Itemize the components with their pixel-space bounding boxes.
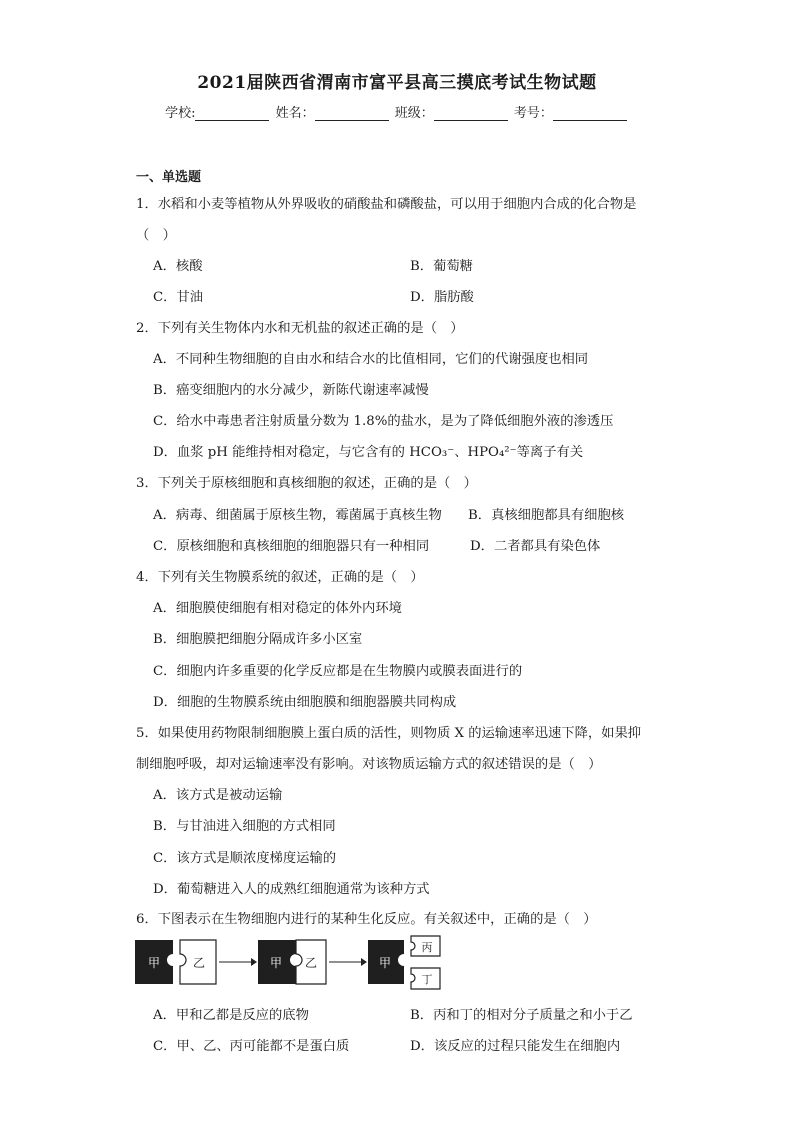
- question-4-option-c[interactable]: C．细胞内许多重要的化学反应都是在生物膜内或膜表面进行的: [153, 664, 523, 679]
- question-5-option-c[interactable]: C．该方式是顺浓度梯度运输的: [153, 851, 337, 866]
- question-1-option-b[interactable]: B．葡萄糖: [410, 259, 473, 274]
- question-1-option-d[interactable]: D．脂肪酸: [410, 290, 474, 305]
- name-blank[interactable]: [315, 106, 389, 121]
- question-3-option-d[interactable]: D．二者都具有染色体: [470, 539, 601, 554]
- question-2-stem: 2．下列有关生物体内水和无机盐的叙述正确的是（ ）: [136, 321, 464, 336]
- question-3-option-a[interactable]: A．病毒、细菌属于原核生物，霉菌属于真核生物: [153, 508, 442, 523]
- question-1-option-a[interactable]: A．核酸: [153, 259, 203, 274]
- question-4-option-d[interactable]: D．细胞的生物膜系统由细胞膜和细胞器膜共同构成: [153, 695, 457, 710]
- enzyme-jia-1-label: 甲: [147, 956, 161, 970]
- number-blank[interactable]: [553, 106, 627, 121]
- student-info-row: [0, 102, 794, 121]
- question-2-option-a[interactable]: A．不同种生物细胞的自由水和结合水的比值相同，它们的代谢强度也相同: [153, 352, 589, 367]
- substrate-yi-2-label: 乙: [304, 956, 318, 970]
- enzyme-jia-3-label: 甲: [378, 956, 392, 970]
- question-6-option-b[interactable]: B．丙和丁的相对分子质量之和小于乙: [410, 1008, 633, 1023]
- arrow-1-head: [251, 958, 257, 966]
- question-4-option-a[interactable]: A．细胞膜使细胞有相对稳定的体外内环境: [153, 601, 402, 616]
- arrow-2-head: [361, 958, 367, 966]
- question-4-option-b[interactable]: B．细胞膜把细胞分隔成许多小区室: [153, 632, 363, 647]
- question-2-option-b[interactable]: B．癌变细胞内的水分减少，新陈代谢速率减慢: [153, 383, 429, 398]
- question-6-option-d[interactable]: D．该反应的过程只能发生在细胞内: [410, 1039, 621, 1054]
- class-blank[interactable]: [434, 106, 508, 121]
- question-5-option-b[interactable]: B．与甘油进入细胞的方式相同: [153, 819, 336, 834]
- class-label: 班级：: [394, 106, 434, 121]
- question-2-option-c[interactable]: C．给水中毒患者注射质量分数为 1.8%的盐水，是为了降低细胞外液的渗透压: [153, 414, 614, 429]
- question-1-stem-line-2: （ ）: [136, 228, 176, 243]
- product-bing-label: 丙: [421, 941, 433, 954]
- page-title: 2021届陕西省渭南市富平县高三摸底考试生物试题: [197, 73, 597, 93]
- question-5-option-a[interactable]: A．该方式是被动运输: [153, 788, 283, 803]
- substrate-yi-1-label: 乙: [192, 956, 206, 970]
- question-5-stem-line-1: 5．如果使用药物限制细胞膜上蛋白质的活性，则物质 X 的运输速率迅速下降，如果抑: [136, 726, 642, 741]
- question-1-option-c[interactable]: C．甘油: [153, 290, 204, 305]
- question-6-stem: 6．下图表示在生物细胞内进行的某种生化反应。有关叙述中，正确的是（ ）: [136, 912, 597, 927]
- enzyme-jia-2-label: 甲: [269, 956, 283, 970]
- question-3-option-b[interactable]: B．真核细胞都具有细胞核: [468, 508, 625, 523]
- question-6-option-a[interactable]: A．甲和乙都是反应的底物: [153, 1008, 309, 1023]
- question-1-stem-line-1: 1．水稻和小麦等植物从外界吸收的硝酸盐和磷酸盐，可以用于细胞内合成的化合物是: [136, 197, 637, 212]
- number-label: 考号：: [513, 106, 553, 121]
- school-blank[interactable]: [195, 106, 269, 121]
- question-2-option-d[interactable]: D．血浆 pH 能维持相对稳定，与它含有的 HCO₃⁻、HPO₄²⁻等离子有关: [153, 445, 584, 460]
- product-ding-label: 丁: [421, 973, 433, 986]
- question-4-stem: 4．下列有关生物膜系统的叙述，正确的是（ ）: [136, 570, 424, 585]
- question-5-stem-line-2: 制细胞呼吸，却对运输速率没有影响。对该物质运输方式的叙述错误的是（ ）: [136, 757, 602, 772]
- question-3-option-c[interactable]: C．原核细胞和真核细胞的细胞器只有一种相同: [153, 539, 430, 554]
- reaction-diagram: [133, 934, 453, 992]
- question-6-option-c[interactable]: C．甲、乙、丙可能都不是蛋白质: [153, 1039, 350, 1054]
- school-label: 学校:: [165, 106, 196, 121]
- section-heading: 一、单选题: [136, 170, 202, 185]
- question-5-option-d[interactable]: D．葡萄糖进入人的成熟红细胞通常为该种方式: [153, 882, 430, 897]
- question-3-stem: 3．下列关于原核细胞和真核细胞的叙述，正确的是（ ）: [136, 476, 477, 491]
- name-label: 姓名：: [275, 106, 315, 121]
